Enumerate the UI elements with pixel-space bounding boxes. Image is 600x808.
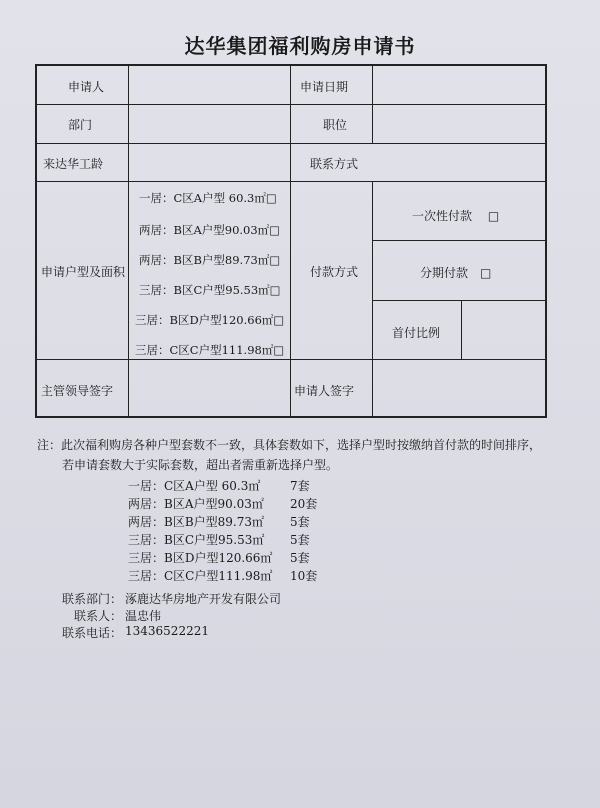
unit-option[interactable]: 三居：B区C户型95.53㎡□ — [139, 283, 281, 297]
lump-sum-option[interactable]: 一次性付款 □ — [412, 209, 500, 223]
apply-date-label: 申请日期 — [300, 80, 349, 94]
unit-count-type: 三居：B区C户型95.53㎡ — [128, 533, 265, 547]
contact-phone-value: 13436522221 — [125, 624, 209, 638]
unit-count-value: 5套 — [290, 533, 310, 547]
applicant-label: 申请人 — [68, 80, 105, 94]
col-divider — [372, 181, 373, 359]
installment-option[interactable]: 分期付款 □ — [420, 266, 492, 280]
page-title: 达华集团福利购房申请书 — [184, 34, 416, 58]
department-label: 部门 — [68, 118, 93, 132]
payment-method-label: 付款方式 — [310, 265, 359, 279]
col-divider — [461, 300, 462, 359]
row-divider — [37, 181, 547, 182]
col-divider — [372, 359, 373, 418]
unit-count-value: 10套 — [290, 569, 318, 583]
row-divider — [372, 300, 547, 301]
contact-dept-value: 涿鹿达华房地产开发有限公司 — [125, 592, 282, 606]
position-label: 职位 — [323, 118, 348, 132]
supervisor-sign-label: 主管领导签字 — [41, 384, 114, 398]
unit-count-type: 三居：C区C户型111.98㎡ — [128, 569, 273, 583]
unit-count-type: 一居：C区A户型 60.3㎡ — [128, 479, 261, 493]
col-divider — [372, 66, 373, 143]
unit-count-value: 5套 — [290, 515, 310, 529]
row-divider — [37, 104, 547, 105]
col-divider — [128, 66, 129, 418]
unit-option[interactable]: 两居：B区B户型89.73㎡□ — [139, 253, 281, 267]
col-divider — [290, 66, 291, 418]
unit-count-value: 5套 — [290, 551, 310, 565]
note-line: 注：此次福利购房各种户型套数不一致，具体套数如下，选择户型时按缴纳首付款的时间排序， — [37, 438, 542, 452]
applicant-sign-label: 申请人签字 — [294, 384, 355, 398]
unit-count-value: 7套 — [290, 479, 310, 493]
contact-person-label: 联系人： — [74, 609, 123, 623]
contact-dept-label: 联系部门： — [62, 592, 123, 606]
down-payment-label: 首付比例 — [392, 326, 441, 340]
unit-option[interactable]: 三居：C区C户型111.98㎡□ — [135, 343, 285, 357]
years-label: 来达华工龄 — [43, 157, 104, 171]
row-divider — [372, 240, 547, 241]
unit-option[interactable]: 两居：B区A户型90.03㎡□ — [139, 223, 281, 237]
row-divider — [37, 359, 547, 360]
note-line: 若申请套数大于实际套数，超出者需重新选择户型。 — [62, 458, 339, 472]
contact-phone-label: 联系电话： — [62, 626, 123, 640]
row-divider — [37, 143, 547, 144]
contact-person-value: 温忠伟 — [125, 609, 162, 623]
unit-count-type: 三居：B区D户型120.66㎡ — [128, 551, 273, 565]
unit-count-type: 两居：B区B户型89.73㎡ — [128, 515, 264, 529]
unit-type-label: 申请户型及面积 — [41, 265, 126, 279]
application-form-table — [35, 64, 547, 418]
unit-option[interactable]: 三居：B区D户型120.66㎡□ — [135, 313, 285, 327]
contact-method-label: 联系方式 — [310, 157, 359, 171]
unit-count-value: 20套 — [290, 497, 318, 511]
unit-option[interactable]: 一居：C区A户型 60.3㎡□ — [139, 191, 277, 205]
unit-count-type: 两居：B区A户型90.03㎡ — [128, 497, 264, 511]
